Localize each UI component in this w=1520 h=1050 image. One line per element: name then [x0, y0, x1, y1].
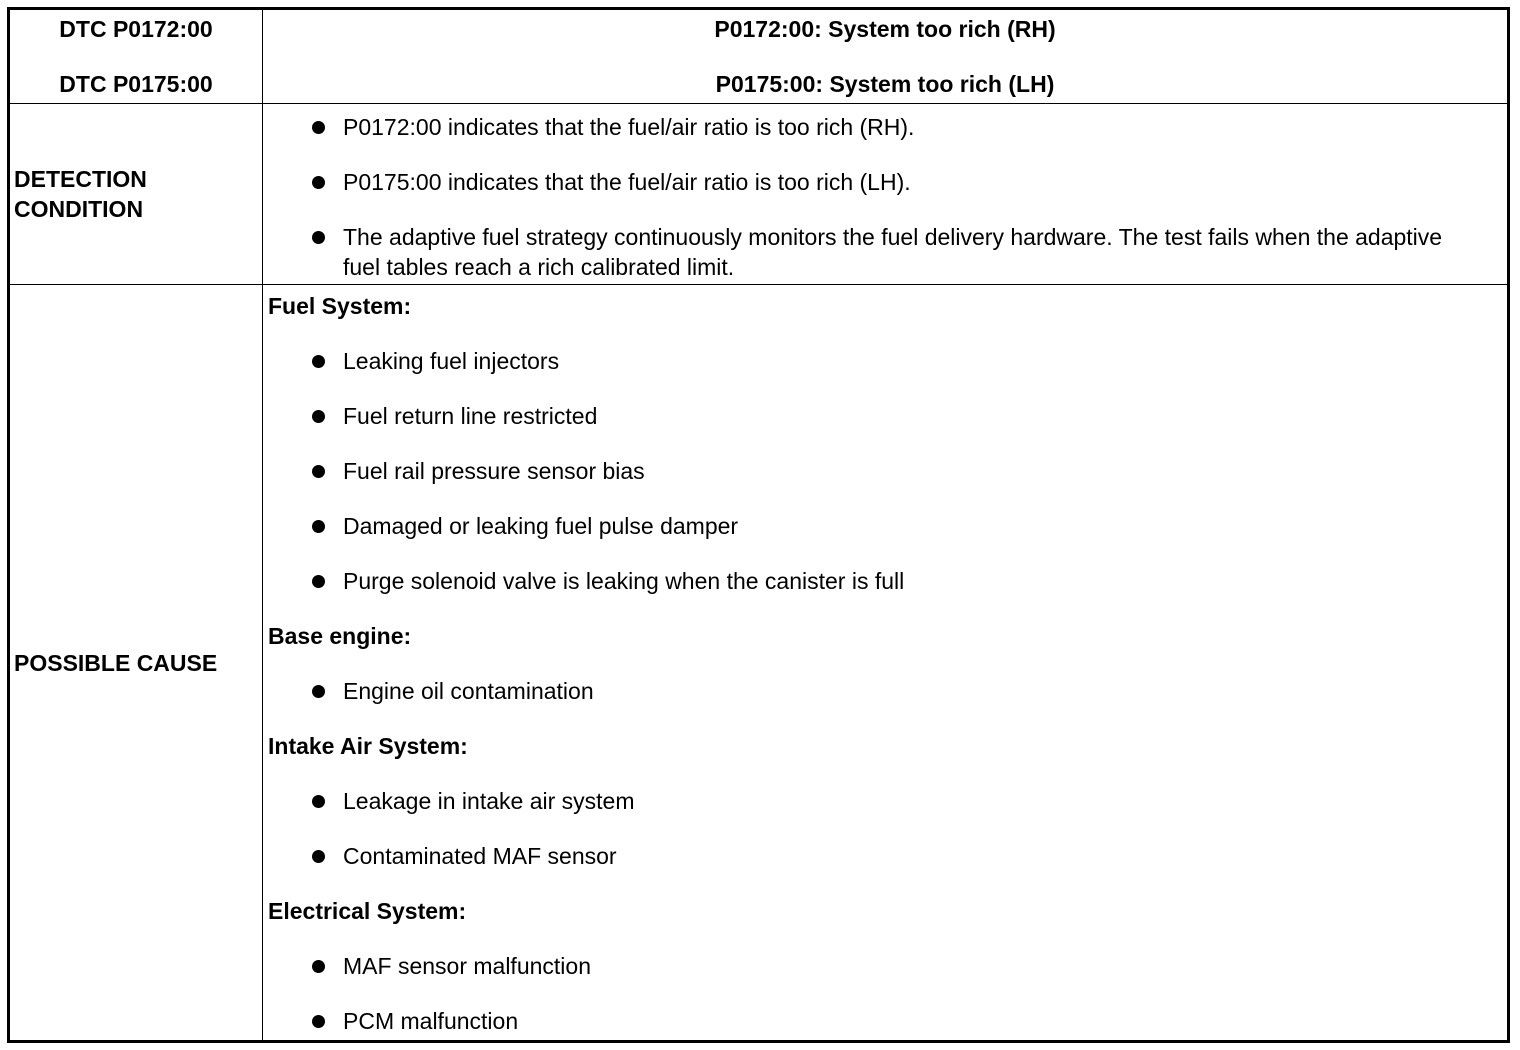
- detection-content: [263, 104, 1509, 285]
- bullet-icon: [312, 960, 325, 973]
- list-item: Engine oil contamination: [268, 676, 1507, 706]
- bullet-icon: [312, 685, 325, 698]
- list-item: Fuel rail pressure sensor bias: [268, 456, 1507, 486]
- bullet-icon: [312, 1015, 325, 1028]
- list-item: PCM malfunction: [268, 1006, 1507, 1040]
- list-item: P0172:00 indicates that the fuel/air ratio is too rich (RH).: [268, 112, 1507, 142]
- section-title: Base engine:: [268, 623, 412, 649]
- dtc-description: P0175:00: System too rich (LH): [715, 71, 1055, 97]
- bullet-icon: [312, 355, 325, 368]
- dtc-code: DTC P0175:00: [59, 71, 213, 97]
- dtc-code: DTC P0172:00: [59, 16, 213, 42]
- section-title: Intake Air System:: [268, 733, 468, 759]
- possible-cause-label: POSSIBLE CAUSE: [9, 285, 263, 1042]
- list-item: Contaminated MAF sensor: [268, 841, 1507, 871]
- list-item: Leaking fuel injectors: [268, 346, 1507, 376]
- list-item: MAF sensor malfunction: [268, 951, 1507, 981]
- list-item: Purge solenoid valve is leaking when the canister is full: [268, 566, 1507, 596]
- bullet-icon: [312, 575, 325, 588]
- possible-cause-row: [9, 285, 1509, 1042]
- list-item: The adaptive fuel strategy continuously monitors the fuel delivery hardware. The test fails when the adaptive fuel tables reach a rich calibrated limit.: [268, 222, 1507, 282]
- list-item: Damaged or leaking fuel pulse damper: [268, 511, 1507, 541]
- header-row: [9, 9, 1509, 104]
- bullet-icon: [312, 795, 325, 808]
- bullet-icon: [312, 121, 325, 134]
- section-title: Fuel System:: [268, 293, 412, 319]
- bullet-icon: [312, 231, 325, 244]
- bullet-icon: [312, 850, 325, 863]
- bullet-icon: [312, 465, 325, 478]
- bullet-icon: [312, 176, 325, 189]
- section-title: Electrical System:: [268, 898, 467, 924]
- list-item: Fuel return line restricted: [268, 401, 1507, 431]
- dtc-description-cell: [263, 9, 1509, 104]
- possible-cause-content: [263, 285, 1509, 1042]
- detection-row: [9, 104, 1509, 285]
- dtc-description: P0172:00: System too rich (RH): [714, 16, 1056, 42]
- dtc-code-cell: [9, 9, 263, 104]
- bullet-icon: [312, 410, 325, 423]
- bullet-icon: [312, 520, 325, 533]
- list-item: Leakage in intake air system: [268, 786, 1507, 816]
- detection-label: DETECTION CONDITION: [9, 104, 263, 285]
- list-item: P0175:00 indicates that the fuel/air ratio is too rich (LH).: [268, 167, 1507, 197]
- dtc-table: [7, 7, 1510, 1043]
